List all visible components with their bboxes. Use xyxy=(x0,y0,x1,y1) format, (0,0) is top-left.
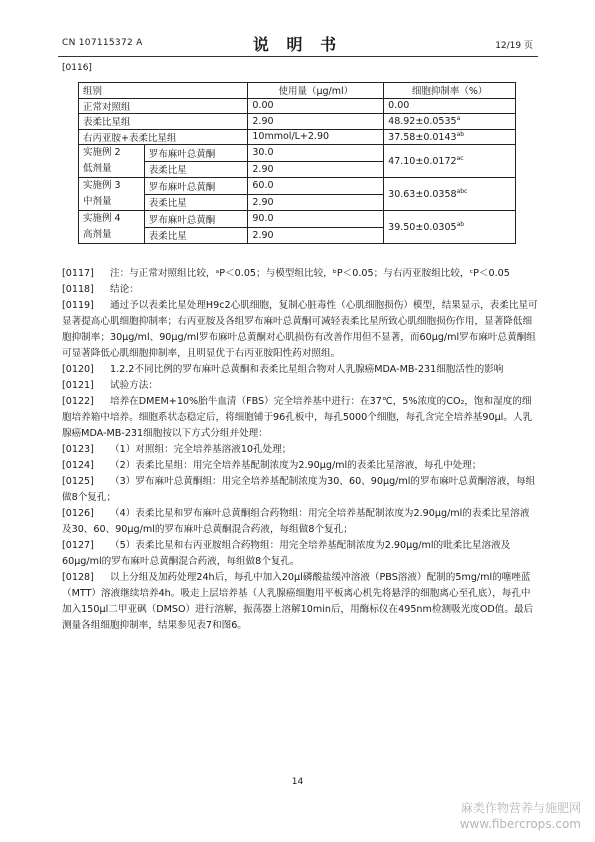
paragraph-tag: [0120] xyxy=(62,364,94,375)
paragraph-text: （2）表柔比星组：用完全培养基配制浓度为2.90μg/ml的表柔比星溶液，每孔中处理； xyxy=(110,460,482,471)
paragraph-tag: [0122] xyxy=(62,396,94,407)
cell-group: 正常对照组 xyxy=(79,98,248,114)
cell-drug: 罗布麻叶总黄酮 xyxy=(144,211,248,228)
cell-rate xyxy=(384,129,516,145)
cell-dose: 30.0 xyxy=(248,145,384,162)
paragraph-text: 1.2.2不同比例的罗布麻叶总黄酮和表柔比星组合物对人乳腺癌MDA-MB-231细胞活性的影响 xyxy=(110,364,504,375)
cell-drug: 表柔比星 xyxy=(144,227,248,244)
paragraph-text: 培养在DMEM+10%胎牛血清（FBS）完全培养基中进行：在37℃，5%浓度的CO₂，饱和湿度的细胞培养箱中培养。细胞系状态稳定后，将细胞铺于96孔板中，每孔5000个细胞，每孔含完全培养基90μl。人乳腺癌MDA-MB-231细胞按以下方式分组并处理： xyxy=(62,396,533,439)
cell-dose: 10mmol/L+2.90 xyxy=(248,129,384,145)
table-row xyxy=(79,129,516,145)
cell-example-label: 实施例 2 低剂量 xyxy=(79,145,145,178)
paragraph xyxy=(62,570,538,634)
paragraph xyxy=(62,442,538,458)
table-row xyxy=(79,145,516,162)
paragraph xyxy=(62,298,538,362)
watermark xyxy=(460,800,581,832)
paragraph-tag: [0118] xyxy=(62,284,94,295)
paragraph-text: 通过予以表柔比星处理H9c2心肌细胞，复制心脏毒性（心肌细胞损伤）模型，结果显示，表柔比星可显著提高心肌细胞抑制率；右丙亚胺及各组罗布麻叶总黄酮可减轻表柔比星所致心肌细胞损伤作用，显著降低细胞抑制率；30μg/ml、90μg/ml罗布麻叶总黄酮对心肌损伤有改善作用但不显著，而60μg/ml罗布麻叶总黄酮组可显著降低心肌细胞抑制率，且明显优于右丙亚胺阳性药对照组。 xyxy=(62,300,538,359)
paragraph-text: （5）表柔比星和右丙亚胺组合药物组：用完全培养基配制浓度为2.90μg/ml的吡柔比星溶液及60μg/ml的罗布麻叶总黄酮混合药液，每组做8个复孔。 xyxy=(62,540,511,567)
paragraph-text: （1）对照组：完全培养基溶液10孔处理； xyxy=(110,444,292,455)
rate-value: 47.10±0.0172 xyxy=(388,156,457,168)
page-indicator: 12/19 页 xyxy=(495,41,533,51)
paragraph xyxy=(62,378,538,394)
header-rate: 细胞抑制率（%） xyxy=(384,83,516,99)
cell-drug: 表柔比星 xyxy=(144,161,248,178)
document-title: 说 明 书 xyxy=(252,35,343,54)
body-text xyxy=(62,266,538,634)
paragraph xyxy=(62,458,538,474)
paragraph-text: 结论： xyxy=(110,284,139,295)
cell-drug: 罗布麻叶总黄酮 xyxy=(144,145,248,162)
paragraph xyxy=(62,282,538,298)
cell-dose: 60.0 xyxy=(248,178,384,195)
significance-mark: abc xyxy=(456,187,468,195)
page-number: 14 xyxy=(291,777,304,787)
paragraph-tag: [0126] xyxy=(62,508,94,519)
rate-value: 39.50±0.0305 xyxy=(388,222,457,234)
cell-rate: 0.00 xyxy=(384,98,516,114)
paragraph-tag-0116: [0116] xyxy=(62,63,92,73)
rate-value: 48.92±0.0535 xyxy=(388,116,457,128)
significance-mark: ab xyxy=(456,220,465,228)
cell-group: 右丙亚胺+表柔比星组 xyxy=(79,129,248,145)
paragraph xyxy=(62,394,538,442)
paragraph xyxy=(62,538,538,570)
cell-dose: 2.90 xyxy=(248,114,384,130)
header-group: 组别 xyxy=(79,83,248,99)
cell-dose: 2.90 xyxy=(248,161,384,178)
cell-rate xyxy=(384,178,516,211)
paragraph-text: 试验方法： xyxy=(110,380,158,391)
cell-dose: 90.0 xyxy=(248,211,384,228)
cell-drug: 表柔比星 xyxy=(144,194,248,211)
table-row xyxy=(79,98,516,114)
cell-example-label: 实施例 4 高剂量 xyxy=(79,211,145,244)
patent-number: CN 107115372 A xyxy=(62,38,143,48)
cell-rate xyxy=(384,145,516,178)
cell-rate xyxy=(384,211,516,244)
watermark-url: www.fibercrops.com xyxy=(459,817,581,831)
paragraph xyxy=(62,362,538,378)
cell-group: 表柔比星组 xyxy=(79,114,248,130)
paragraph-tag: [0117] xyxy=(62,268,94,279)
cell-dose: 2.90 xyxy=(248,194,384,211)
table-row xyxy=(79,114,516,130)
paragraph-tag: [0128] xyxy=(62,572,94,583)
paragraph-tag: [0124] xyxy=(62,460,94,471)
paragraph-tag: [0127] xyxy=(62,540,94,551)
table-header-row xyxy=(79,83,516,99)
cell-example-label: 实施例 3 中剂量 xyxy=(79,178,145,211)
significance-mark: a xyxy=(456,115,461,123)
significance-mark: ac xyxy=(456,154,464,162)
watermark-title: 麻类作物营养与施肥网 xyxy=(460,801,581,815)
paragraph-text: 注：与正常对照组比较，ᵃP＜0.05；与模型组比较，ᵇP＜0.05；与右丙亚胺组比较，ᶜP＜0.05 xyxy=(110,268,510,279)
paragraph xyxy=(62,506,538,538)
cell-rate xyxy=(384,114,516,130)
table-row xyxy=(79,211,516,228)
cell-dose: 2.90 xyxy=(248,227,384,244)
table-row xyxy=(79,178,516,195)
paragraph xyxy=(62,266,538,282)
paragraph-text: （3）罗布麻叶总黄酮组：用完全培养基配制浓度为30、60、90μg/ml的罗布麻叶总黄酮溶液，每组做8个复孔； xyxy=(62,476,536,503)
paragraph xyxy=(62,474,538,506)
rate-value: 30.63±0.0358 xyxy=(388,189,457,201)
rate-value: 37.58±0.0143 xyxy=(388,131,457,143)
paragraph-tag: [0119] xyxy=(62,300,94,311)
results-table xyxy=(78,82,516,244)
paragraph-text: 以上分组及加药处理24h后，每孔中加入20μl磷酸盐缓冲溶液（PBS溶液）配制的5mg/ml的噻唑蓝（MTT）溶液继续培养4h。吸走上层培养基（人乳腺癌细胞用平板离心机先将悬浮的细胞离心至孔底），每孔中加入150μl二甲亚砜（DMSO）进行溶解，振荡器上溶解10min后，用酶标仪在495nm检测吸光度OD值。最后测量各组细胞抑制率，结果参见表7和图6。 xyxy=(62,572,534,631)
paragraph-tag: [0123] xyxy=(62,444,94,455)
paragraph-tag: [0125] xyxy=(62,476,94,487)
significance-mark: ab xyxy=(456,130,465,138)
paragraph-tag: [0121] xyxy=(62,380,94,391)
header-divider xyxy=(58,56,538,57)
cell-drug: 罗布麻叶总黄酮 xyxy=(144,178,248,195)
header-dose: 使用量（μg/ml） xyxy=(248,83,384,99)
cell-dose: 0.00 xyxy=(248,98,384,114)
paragraph-text: （4）表柔比星和罗布麻叶总黄酮组合药物组：用完全培养基配制浓度为2.90μg/ml的表柔比星溶液及30、60、90μg/ml的罗布麻叶总黄酮混合药液，每组做8个复孔； xyxy=(62,508,530,535)
